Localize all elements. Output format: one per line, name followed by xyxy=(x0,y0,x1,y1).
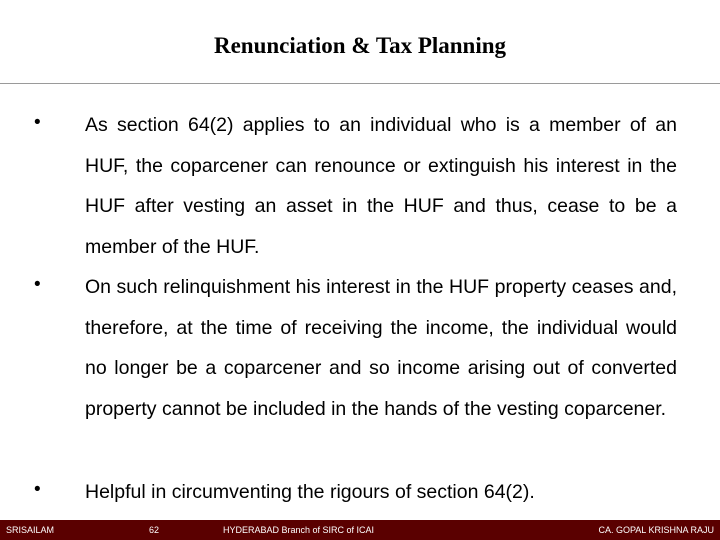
footer-presenter-location: SRISAILAM xyxy=(6,525,55,535)
slide-footer xyxy=(0,520,720,540)
bullet-marker: • xyxy=(34,112,41,133)
bullet-text: As section 64(2) applies to an individual who is a member of an HUF, the coparcener can renounce or extinguish his interest in the HUF after vesting an asset in the HUF and thus, cease to be a member of the HUF. xyxy=(85,114,677,258)
slide-title: Renunciation & Tax Planning xyxy=(213,33,507,58)
bullet-marker: • xyxy=(34,479,41,500)
footer-page-number: 62 xyxy=(149,525,160,535)
bullet-text: On such relinquishment his interest in the HUF property ceases and, therefore, at the time of receiving the income, the individual would no longer be a coparcener and so income arising out of converted property cannot be included in the hands of the vesting coparcener. xyxy=(85,276,677,420)
footer-presenter-name: CA. GOPAL KRISHNA RAJU xyxy=(598,525,714,535)
footer-organization: HYDERABAD Branch of SIRC of ICAI xyxy=(223,525,375,535)
bullet-text: Helpful in circumventing the rigours of section 64(2). xyxy=(85,481,535,503)
bullet-marker: • xyxy=(34,274,41,295)
